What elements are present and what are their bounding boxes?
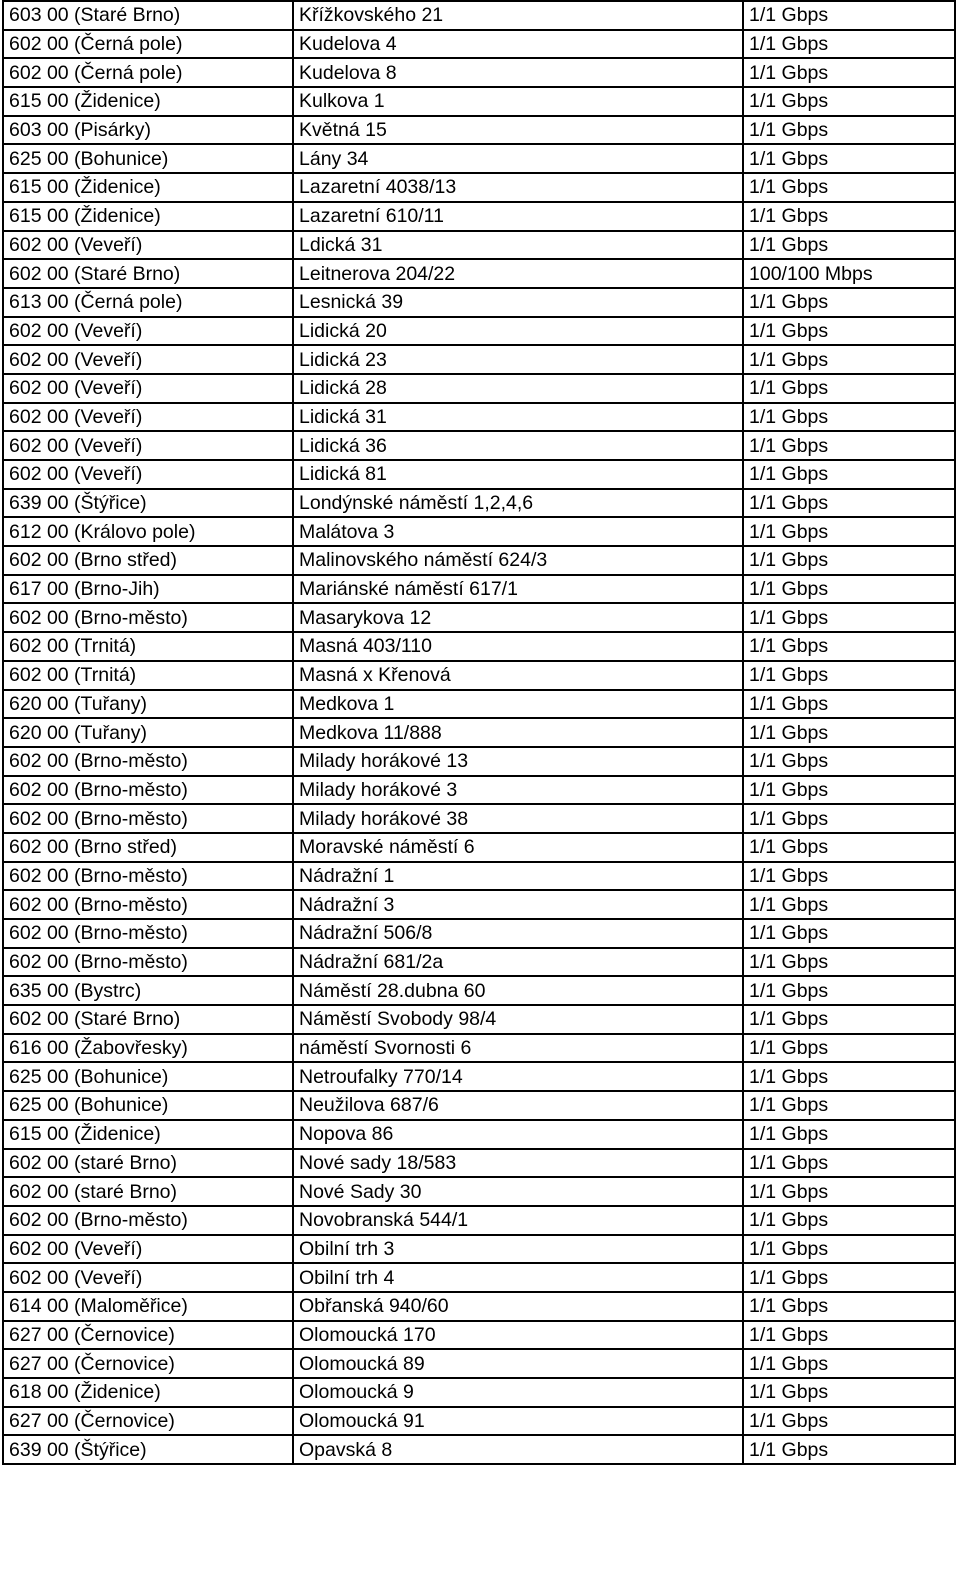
street-address-cell: Lazaretní 610/11 (293, 202, 743, 231)
postal-code-district-cell: 602 00 (Veveří) (3, 1235, 293, 1264)
speed-cell: 1/1 Gbps (743, 231, 955, 260)
postal-code-district-cell: 616 00 (Žabovřesky) (3, 1034, 293, 1063)
street-address-cell: Neužilova 687/6 (293, 1091, 743, 1120)
street-address-cell: Lány 34 (293, 144, 743, 173)
speed-cell: 1/1 Gbps (743, 517, 955, 546)
street-address-cell: Kulkova 1 (293, 87, 743, 116)
table-row (3, 144, 955, 173)
table-row (3, 804, 955, 833)
speed-cell: 1/1 Gbps (743, 1177, 955, 1206)
speed-cell: 1/1 Gbps (743, 1005, 955, 1034)
postal-code-district-cell: 625 00 (Bohunice) (3, 1062, 293, 1091)
postal-code-district-cell: 602 00 (Brno-město) (3, 890, 293, 919)
street-address-cell: Olomoucká 170 (293, 1321, 743, 1350)
table-row (3, 575, 955, 604)
table-row (3, 862, 955, 891)
postal-code-district-cell: 615 00 (Židenice) (3, 173, 293, 202)
speed-cell: 1/1 Gbps (743, 1062, 955, 1091)
speed-cell: 1/1 Gbps (743, 489, 955, 518)
speed-cell: 1/1 Gbps (743, 30, 955, 59)
speed-cell: 1/1 Gbps (743, 1292, 955, 1321)
street-address-cell: Nové sady 18/583 (293, 1149, 743, 1178)
postal-code-district-cell: 602 00 (Veveří) (3, 345, 293, 374)
street-address-cell: Milady horákové 38 (293, 804, 743, 833)
speed-cell: 1/1 Gbps (743, 403, 955, 432)
table-row (3, 489, 955, 518)
postal-code-district-cell: 615 00 (Židenice) (3, 202, 293, 231)
table-row (3, 460, 955, 489)
postal-code-district-cell: 627 00 (Černovice) (3, 1321, 293, 1350)
postal-code-district-cell: 602 00 (Brno-město) (3, 776, 293, 805)
table-row (3, 919, 955, 948)
speed-cell: 1/1 Gbps (743, 776, 955, 805)
speed-cell: 1/1 Gbps (743, 1091, 955, 1120)
postal-code-district-cell: 602 00 (staré Brno) (3, 1149, 293, 1178)
table-row (3, 776, 955, 805)
speed-cell: 1/1 Gbps (743, 862, 955, 891)
table-row (3, 1206, 955, 1235)
street-address-cell: Nové Sady 30 (293, 1177, 743, 1206)
table-row (3, 1034, 955, 1063)
speed-cell: 1/1 Gbps (743, 575, 955, 604)
table-row (3, 1349, 955, 1378)
speed-cell: 1/1 Gbps (743, 661, 955, 690)
speed-cell: 1/1 Gbps (743, 747, 955, 776)
table-row (3, 718, 955, 747)
street-address-cell: Malinovského náměstí 624/3 (293, 546, 743, 575)
postal-code-district-cell: 603 00 (Pisárky) (3, 116, 293, 145)
postal-code-district-cell: 617 00 (Brno-Jih) (3, 575, 293, 604)
postal-code-district-cell: 613 00 (Černá pole) (3, 288, 293, 317)
postal-code-district-cell: 615 00 (Židenice) (3, 1120, 293, 1149)
street-address-cell: Nádražní 681/2a (293, 948, 743, 977)
postal-code-district-cell: 615 00 (Židenice) (3, 87, 293, 116)
table-row (3, 87, 955, 116)
postal-code-district-cell: 603 00 (Staré Brno) (3, 1, 293, 30)
street-address-cell: Náměstí 28.dubna 60 (293, 976, 743, 1005)
table-row (3, 603, 955, 632)
speed-cell: 100/100 Mbps (743, 259, 955, 288)
street-address-cell: Opavská 8 (293, 1435, 743, 1464)
table-row (3, 1407, 955, 1436)
postal-code-district-cell: 602 00 (Veveří) (3, 1263, 293, 1292)
table-row (3, 202, 955, 231)
street-address-cell: Masarykova 12 (293, 603, 743, 632)
postal-code-district-cell: 620 00 (Tuřany) (3, 690, 293, 719)
table-row (3, 288, 955, 317)
street-address-cell: Obilní trh 4 (293, 1263, 743, 1292)
table-row (3, 1292, 955, 1321)
table-row (3, 403, 955, 432)
street-address-cell: Náměstí Svobody 98/4 (293, 1005, 743, 1034)
speed-cell: 1/1 Gbps (743, 58, 955, 87)
postal-code-district-cell: 625 00 (Bohunice) (3, 1091, 293, 1120)
postal-code-district-cell: 612 00 (Královo pole) (3, 517, 293, 546)
street-address-cell: Olomoucká 91 (293, 1407, 743, 1436)
speed-cell: 1/1 Gbps (743, 919, 955, 948)
speed-cell: 1/1 Gbps (743, 1206, 955, 1235)
speed-cell: 1/1 Gbps (743, 173, 955, 202)
table-row (3, 317, 955, 346)
postal-code-district-cell: 627 00 (Černovice) (3, 1407, 293, 1436)
table-row (3, 1120, 955, 1149)
postal-code-district-cell: 602 00 (Veveří) (3, 431, 293, 460)
speed-cell: 1/1 Gbps (743, 202, 955, 231)
speed-cell: 1/1 Gbps (743, 317, 955, 346)
speed-cell: 1/1 Gbps (743, 144, 955, 173)
postal-code-district-cell: 618 00 (Židenice) (3, 1378, 293, 1407)
street-address-cell: Milady horákové 3 (293, 776, 743, 805)
speed-cell: 1/1 Gbps (743, 345, 955, 374)
postal-code-district-cell: 639 00 (Štýřice) (3, 1435, 293, 1464)
street-address-cell: Květná 15 (293, 116, 743, 145)
speed-cell: 1/1 Gbps (743, 1407, 955, 1436)
postal-code-district-cell: 602 00 (Brno-město) (3, 919, 293, 948)
street-address-cell: Lidická 31 (293, 403, 743, 432)
speed-cell: 1/1 Gbps (743, 833, 955, 862)
speed-cell: 1/1 Gbps (743, 546, 955, 575)
table-row (3, 345, 955, 374)
table-row (3, 1235, 955, 1264)
speed-cell: 1/1 Gbps (743, 1321, 955, 1350)
street-address-cell: Moravské náměstí 6 (293, 833, 743, 862)
speed-cell: 1/1 Gbps (743, 1, 955, 30)
street-address-cell: Nádražní 506/8 (293, 919, 743, 948)
table-row (3, 976, 955, 1005)
street-address-cell: Milady horákové 13 (293, 747, 743, 776)
street-address-cell: Obřanská 940/60 (293, 1292, 743, 1321)
table-row (3, 1321, 955, 1350)
street-address-cell: Olomoucká 89 (293, 1349, 743, 1378)
postal-code-district-cell: 639 00 (Štýřice) (3, 489, 293, 518)
street-address-cell: Medkova 1 (293, 690, 743, 719)
speed-cell: 1/1 Gbps (743, 460, 955, 489)
postal-code-district-cell: 625 00 (Bohunice) (3, 144, 293, 173)
table-row (3, 890, 955, 919)
table-row (3, 661, 955, 690)
street-address-cell: Lidická 81 (293, 460, 743, 489)
speed-cell: 1/1 Gbps (743, 374, 955, 403)
postal-code-district-cell: 602 00 (Staré Brno) (3, 259, 293, 288)
table-row (3, 374, 955, 403)
table-row (3, 1, 955, 30)
postal-code-district-cell: 602 00 (Trnitá) (3, 661, 293, 690)
street-address-cell: Leitnerova 204/22 (293, 259, 743, 288)
table-row (3, 58, 955, 87)
speed-cell: 1/1 Gbps (743, 288, 955, 317)
street-address-cell: Lidická 23 (293, 345, 743, 374)
street-address-cell: Lidická 36 (293, 431, 743, 460)
speed-cell: 1/1 Gbps (743, 804, 955, 833)
table-row (3, 1435, 955, 1464)
speed-cell: 1/1 Gbps (743, 116, 955, 145)
postal-code-district-cell: 602 00 (Veveří) (3, 374, 293, 403)
speed-cell: 1/1 Gbps (743, 1349, 955, 1378)
street-address-cell: Lidická 20 (293, 317, 743, 346)
speed-cell: 1/1 Gbps (743, 1149, 955, 1178)
street-address-cell: Nádražní 1 (293, 862, 743, 891)
street-address-cell: Masná x Křenová (293, 661, 743, 690)
table-row (3, 1378, 955, 1407)
street-address-cell: Lesnická 39 (293, 288, 743, 317)
table-row (3, 431, 955, 460)
speed-cell: 1/1 Gbps (743, 1235, 955, 1264)
table-row (3, 833, 955, 862)
street-address-cell: Kudelova 8 (293, 58, 743, 87)
table-row (3, 546, 955, 575)
postal-code-district-cell: 602 00 (Černá pole) (3, 58, 293, 87)
speed-cell: 1/1 Gbps (743, 603, 955, 632)
speed-cell: 1/1 Gbps (743, 1378, 955, 1407)
postal-code-district-cell: 635 00 (Bystrc) (3, 976, 293, 1005)
street-address-cell: Obilní trh 3 (293, 1235, 743, 1264)
postal-code-district-cell: 602 00 (Veveří) (3, 317, 293, 346)
table-row (3, 1091, 955, 1120)
street-address-cell: Nádražní 3 (293, 890, 743, 919)
street-address-cell: Ldická 31 (293, 231, 743, 260)
postal-code-district-cell: 602 00 (Brno-město) (3, 804, 293, 833)
street-address-cell: Kudelova 4 (293, 30, 743, 59)
street-address-cell: Malátova 3 (293, 517, 743, 546)
speed-cell: 1/1 Gbps (743, 718, 955, 747)
postal-code-district-cell: 602 00 (Veveří) (3, 403, 293, 432)
table-row (3, 517, 955, 546)
table-row (3, 30, 955, 59)
table-row (3, 116, 955, 145)
speed-cell: 1/1 Gbps (743, 1120, 955, 1149)
street-address-cell: Křížkovského 21 (293, 1, 743, 30)
speed-cell: 1/1 Gbps (743, 1435, 955, 1464)
postal-code-district-cell: 627 00 (Černovice) (3, 1349, 293, 1378)
street-address-cell: Lazaretní 4038/13 (293, 173, 743, 202)
street-address-cell: Nopova 86 (293, 1120, 743, 1149)
table-row (3, 1177, 955, 1206)
postal-code-district-cell: 602 00 (Veveří) (3, 231, 293, 260)
table-row (3, 948, 955, 977)
postal-code-district-cell: 602 00 (Brno-město) (3, 747, 293, 776)
speed-cell: 1/1 Gbps (743, 976, 955, 1005)
table-row (3, 690, 955, 719)
table-row (3, 1149, 955, 1178)
street-address-cell: Masná 403/110 (293, 632, 743, 661)
postal-code-district-cell: 602 00 (Brno-město) (3, 1206, 293, 1235)
postal-code-district-cell: 602 00 (Brno střed) (3, 833, 293, 862)
speed-cell: 1/1 Gbps (743, 948, 955, 977)
postal-code-district-cell: 602 00 (Brno-město) (3, 862, 293, 891)
street-address-cell: Medkova 11/888 (293, 718, 743, 747)
street-address-cell: náměstí Svornosti 6 (293, 1034, 743, 1063)
postal-code-district-cell: 602 00 (Brno střed) (3, 546, 293, 575)
postal-code-district-cell: 602 00 (Staré Brno) (3, 1005, 293, 1034)
street-address-cell: Londýnské náměstí 1,2,4,6 (293, 489, 743, 518)
postal-code-district-cell: 602 00 (staré Brno) (3, 1177, 293, 1206)
street-address-cell: Novobranská 544/1 (293, 1206, 743, 1235)
postal-code-district-cell: 602 00 (Černá pole) (3, 30, 293, 59)
postal-code-district-cell: 602 00 (Brno-město) (3, 603, 293, 632)
connectivity-table (2, 0, 956, 1465)
speed-cell: 1/1 Gbps (743, 890, 955, 919)
postal-code-district-cell: 602 00 (Veveří) (3, 460, 293, 489)
street-address-cell: Olomoucká 9 (293, 1378, 743, 1407)
speed-cell: 1/1 Gbps (743, 1034, 955, 1063)
table-row (3, 1263, 955, 1292)
street-address-cell: Lidická 28 (293, 374, 743, 403)
street-address-cell: Mariánské náměstí 617/1 (293, 575, 743, 604)
table-row (3, 231, 955, 260)
speed-cell: 1/1 Gbps (743, 632, 955, 661)
postal-code-district-cell: 602 00 (Brno-město) (3, 948, 293, 977)
speed-cell: 1/1 Gbps (743, 690, 955, 719)
postal-code-district-cell: 620 00 (Tuřany) (3, 718, 293, 747)
postal-code-district-cell: 602 00 (Trnitá) (3, 632, 293, 661)
table-row (3, 173, 955, 202)
table-row (3, 632, 955, 661)
table-row (3, 1062, 955, 1091)
table-body (3, 1, 955, 1464)
postal-code-district-cell: 614 00 (Maloměřice) (3, 1292, 293, 1321)
table-row (3, 747, 955, 776)
street-address-cell: Netroufalky 770/14 (293, 1062, 743, 1091)
table-row (3, 1005, 955, 1034)
table-row (3, 259, 955, 288)
speed-cell: 1/1 Gbps (743, 431, 955, 460)
speed-cell: 1/1 Gbps (743, 87, 955, 116)
speed-cell: 1/1 Gbps (743, 1263, 955, 1292)
